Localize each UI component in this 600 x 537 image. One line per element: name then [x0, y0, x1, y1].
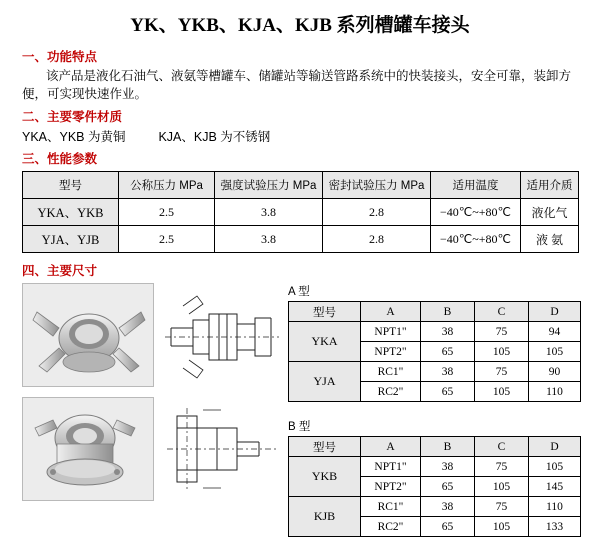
cell-a: RC2"	[361, 517, 421, 537]
cell-c: 75	[475, 457, 529, 477]
table-row	[23, 199, 579, 226]
col-header-a: A	[361, 437, 421, 457]
col-header-temperature: 适用温度	[431, 172, 521, 199]
col-header-b: B	[421, 302, 475, 322]
cell-medium: 液 氨	[521, 226, 579, 253]
dimension-table-a	[288, 301, 581, 402]
col-header-medium: 适用介质	[521, 172, 579, 199]
material-steel: KJA、KJB 为不锈钢	[158, 130, 271, 145]
cell-temperature: −40℃~+80℃	[431, 199, 521, 226]
coupling-photo-b	[22, 397, 154, 501]
table-row	[289, 497, 581, 517]
col-header-strength-test: 强度试验压力 MPa	[215, 172, 323, 199]
cell-b: 65	[421, 477, 475, 497]
dimension-tables-column	[288, 283, 580, 537]
col-header-c: C	[475, 437, 529, 457]
cell-d: 133	[529, 517, 581, 537]
cell-model: YKB	[289, 457, 361, 497]
cell-model: KJB	[289, 497, 361, 537]
table-header-row	[289, 302, 581, 322]
cell-a: NPT1"	[361, 457, 421, 477]
col-header-model: 型号	[289, 437, 361, 457]
col-header-a: A	[361, 302, 421, 322]
col-header-c: C	[475, 302, 529, 322]
col-header-d: D	[529, 437, 581, 457]
coupling-photo-a	[22, 283, 154, 387]
performance-table	[22, 171, 579, 253]
figure-row-b	[22, 397, 282, 501]
cell-b: 65	[421, 382, 475, 402]
col-header-d: D	[529, 302, 581, 322]
cell-model: YJA	[289, 362, 361, 402]
table-row	[23, 226, 579, 253]
features-paragraph: 该产品是液化石油气、液氨等槽罐车、储罐站等输送管路系统中的快装接头，安全可靠，装卸方便，可实现快速作业。	[22, 69, 572, 102]
cell-c: 105	[475, 382, 529, 402]
dim-table-label-b: B 型	[288, 421, 311, 434]
cell-c: 75	[475, 362, 529, 382]
cell-c: 75	[475, 322, 529, 342]
cell-a: NPT2"	[361, 342, 421, 362]
cell-c: 105	[475, 477, 529, 497]
table-row	[289, 457, 581, 477]
cell-model: YKA、YKB	[23, 199, 119, 226]
page-title: YK、YKB、KJA、KJB 系列槽罐车接头	[130, 15, 470, 36]
figure-row-a	[22, 283, 282, 387]
cell-d: 110	[529, 497, 581, 517]
cell-a: RC2"	[361, 382, 421, 402]
cell-b: 38	[421, 497, 475, 517]
dimensions-section	[0, 283, 600, 533]
cell-d: 110	[529, 382, 581, 402]
cell-seal-test: 2.8	[323, 226, 431, 253]
cell-a: NPT2"	[361, 477, 421, 497]
cell-b: 65	[421, 342, 475, 362]
cell-nominal-pressure: 2.5	[119, 226, 215, 253]
cell-model: YKA	[289, 322, 361, 362]
cell-b: 65	[421, 517, 475, 537]
cell-medium: 液化气	[521, 199, 579, 226]
cell-nominal-pressure: 2.5	[119, 199, 215, 226]
figure-column	[22, 283, 282, 511]
section-heading-dimensions: 四、主要尺寸	[22, 264, 98, 279]
dim-table-label-a: A 型	[288, 286, 310, 299]
cell-a: RC1"	[361, 497, 421, 517]
cell-c: 75	[475, 497, 529, 517]
cell-strength-test: 3.8	[215, 226, 323, 253]
coupling-drawing-b	[162, 397, 282, 501]
cell-seal-test: 2.8	[323, 199, 431, 226]
col-header-seal-test: 密封试验压力 MPa	[323, 172, 431, 199]
cell-d: 105	[529, 342, 581, 362]
material-line	[22, 127, 600, 145]
material-brass: YKA、YKB 为黄铜	[22, 130, 126, 145]
cell-d: 90	[529, 362, 581, 382]
dimension-table-b	[288, 436, 581, 537]
cell-temperature: −40℃~+80℃	[431, 226, 521, 253]
cell-b: 38	[421, 362, 475, 382]
col-header-model: 型号	[289, 302, 361, 322]
table-header-row	[289, 437, 581, 457]
table-row	[289, 322, 581, 342]
dim-table-block-b	[288, 418, 580, 537]
cell-b: 38	[421, 457, 475, 477]
col-header-b: B	[421, 437, 475, 457]
table-header-row	[23, 172, 579, 199]
section-heading-performance: 三、性能参数	[22, 152, 98, 167]
cell-c: 105	[475, 342, 529, 362]
table-row	[289, 362, 581, 382]
cell-strength-test: 3.8	[215, 199, 323, 226]
col-header-model: 型号	[23, 172, 119, 199]
cell-d: 94	[529, 322, 581, 342]
section-heading-features: 一、功能特点	[22, 50, 98, 64]
cell-a: NPT1"	[361, 322, 421, 342]
cell-b: 38	[421, 322, 475, 342]
cell-a: RC1"	[361, 362, 421, 382]
coupling-drawing-a	[162, 283, 282, 387]
cell-d: 145	[529, 477, 581, 497]
cell-model: YJA、YJB	[23, 226, 119, 253]
cell-c: 105	[475, 517, 529, 537]
col-header-nominal-pressure: 公称压力 MPa	[119, 172, 215, 199]
section-heading-material: 二、主要零件材质	[22, 110, 123, 125]
cell-d: 105	[529, 457, 581, 477]
